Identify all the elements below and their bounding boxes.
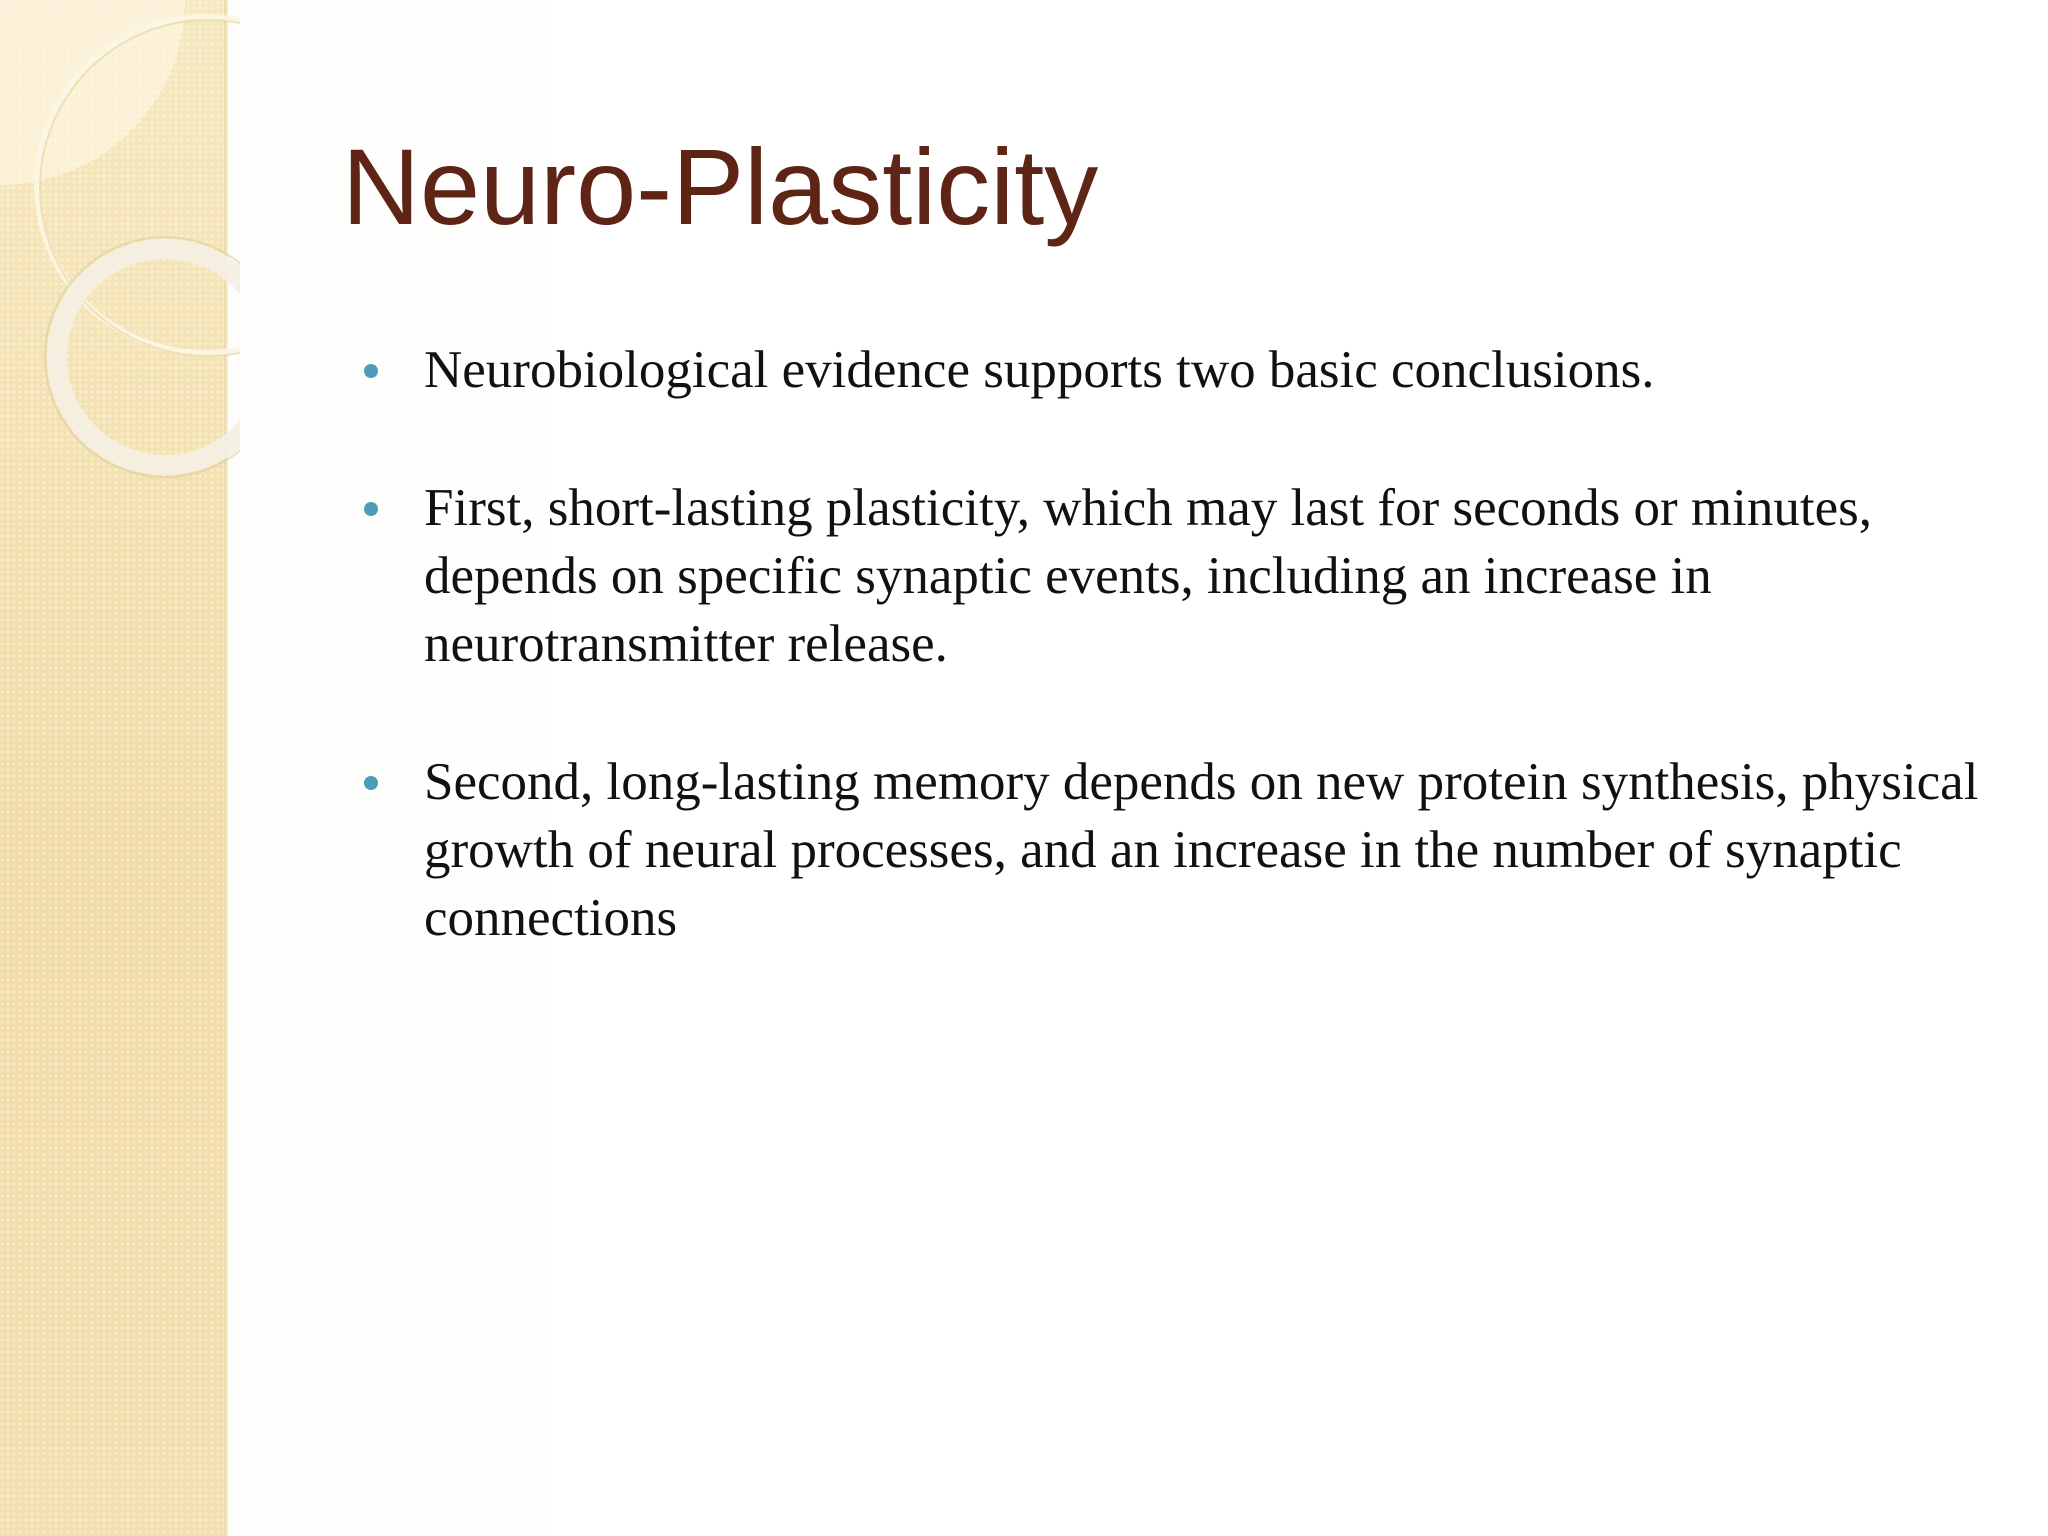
bullet-text: Second, long-lasting memory depends on new protein synthesis, physical growth of neural processes, and an increase in the number of synaptic connections: [424, 753, 1979, 947]
bullet-text: First, short-lasting plasticity, which may last for seconds or minutes, depends on specific synaptic events, including an increase in neurotransmitter release.: [424, 479, 1872, 673]
bullet-list: [364, 336, 2004, 1022]
decorative-rings-icon: [0, 0, 240, 520]
bullet-item: [364, 474, 2004, 678]
small-ring: [57, 249, 240, 465]
bullet-text: Neurobiological evidence supports two basic conclusions.: [424, 341, 1655, 399]
bullet-item: [364, 336, 2004, 404]
bullet-item: [364, 748, 2004, 952]
slide-title: Neuro-Plasticity: [342, 126, 1099, 247]
bullet-dot-icon: [364, 364, 378, 378]
bullet-dot-icon: [364, 776, 378, 790]
bullet-dot-icon: [364, 502, 378, 516]
small-ring-shadow: [45, 237, 240, 477]
